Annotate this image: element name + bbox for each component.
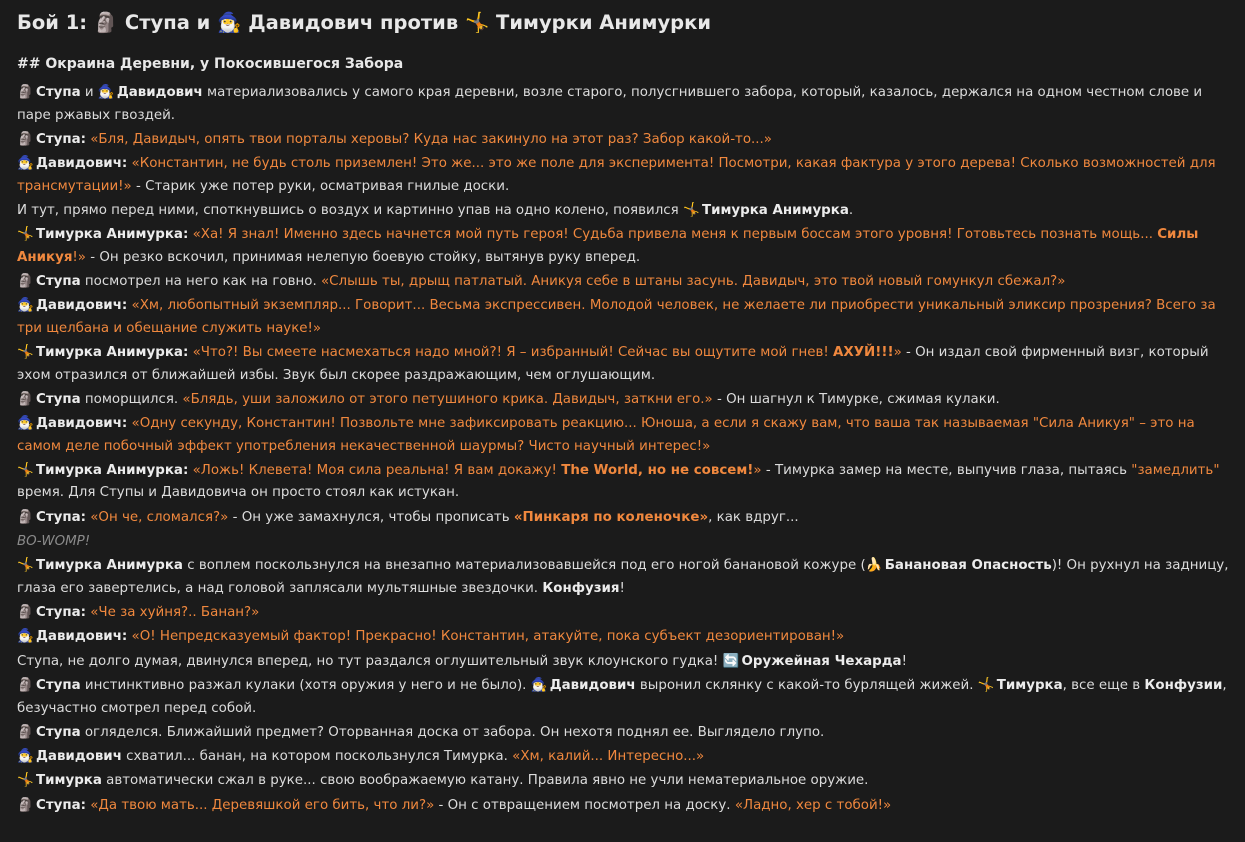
scene-heading: ## Окраина Деревни, у Покосившегося Забора <box>17 56 404 72</box>
name-text: Давидович: <box>36 156 128 172</box>
name-text: Тимурка Анимурка: <box>36 227 189 243</box>
story-paragraph <box>17 224 1231 269</box>
cartwheel-icon: 🤸 <box>17 462 34 478</box>
name-text: Давидович <box>36 749 122 765</box>
narration-text: И тут, прямо перед ними, споткнувшись о воздух и картинно упав на одно колено, появился <box>17 202 683 218</box>
name-text: Тимурка Анимурка: <box>36 462 189 478</box>
narration-text: ! <box>619 580 625 596</box>
story-paragraph <box>17 531 1231 554</box>
mage-icon: 🧙‍♂️ <box>97 85 115 100</box>
quote-text: «Ложь! Клевета! Моя сила реальна! Я вам докажу! <box>192 462 562 478</box>
narration-text: материализовались у самого края деревни, возле старого, полусгнившего забора, который, казалось, держался на одном честном слове и паре ржавых гвоздей. <box>17 85 1203 123</box>
moai-icon: 🗿 <box>17 797 34 813</box>
narration-text: - Тимурка замер на месте, выпучив глаза, пытаясь <box>761 462 1132 478</box>
quote-text: «Блядь, уши заложило от этого петушиного крика. Давидыч, заткни его.» <box>182 391 713 407</box>
narration-text: Ступа, не долго думая, двинулся вперед, но тут раздался оглушительный звук клоунского гудка! <box>17 653 723 669</box>
story-paragraph <box>17 770 1231 793</box>
story-paragraph <box>17 746 1231 769</box>
quote-text: "замедлить" <box>1131 462 1220 478</box>
quote-text: «О! Непредсказуемый фактор! Прекрасно! Константин, атакуйте, пока субъект дезориентирован!» <box>131 629 845 645</box>
quote-text: «Слышь ты, дрыщ патлатый. Аникуя себе в штаны засунь. Давидыч, это твой новый гомункул сбежал?» <box>320 273 1066 289</box>
narration-text: , безучастно смотрел перед собой. <box>17 678 1227 716</box>
moai-icon: 🗿 <box>17 509 34 525</box>
quote-text: «Одну секунду, Константин! Позвольте мне зафиксировать реакцию... Юноша, а если я скажу вам, что ваша так называемая "Сила Аникуя" – это на самом деле побочный эффект употребления некачественной шаурмы? Чисто научный интерес!» <box>17 416 1195 454</box>
quote-text: «Хм, калий... Интересно...» <box>512 749 705 765</box>
cartwheel-icon: 🤸 <box>682 202 700 218</box>
narration-text: )! Он рухнул на задницу, глаза его завертелись, а над головой заплясали мультяшные звездочки. <box>17 558 1229 596</box>
name-text: Ступа <box>36 273 81 289</box>
story-paragraph <box>17 675 1231 720</box>
quote-text: Силы Аникуя <box>17 227 1199 265</box>
story-paragraph <box>17 413 1231 458</box>
name-text: Давидович <box>549 678 636 694</box>
name-text: Давидович: <box>36 416 128 432</box>
narration-text: ! <box>901 653 907 669</box>
narration-text: - Он резко вскочил, принимая нелепую боевую стойку, вытянув руку вперед. <box>85 249 641 265</box>
name-text: Тимурка Анимурка: <box>36 345 189 361</box>
narration-text: - Он шагнул к Тимурке, сжимая кулаки. <box>712 391 1000 407</box>
story-paragraph <box>17 555 1231 600</box>
moai-icon: 🗿 <box>17 85 34 100</box>
story-paragraph <box>17 82 1231 127</box>
story-paragraph <box>17 129 1231 152</box>
name-text: Ступа: <box>36 131 86 147</box>
name-text: Давидович: <box>36 298 128 314</box>
story-paragraph <box>17 295 1231 340</box>
name-text: Давидович: <box>36 629 128 645</box>
story-paragraph <box>17 389 1231 412</box>
narration-text: и <box>80 85 98 100</box>
mage-icon: 🧙‍♂️ <box>17 298 34 314</box>
moai-icon: 🗿 <box>17 131 34 147</box>
narration-text: инстинктивно разжал кулаки (хотя оружия у него и не было). <box>80 678 531 694</box>
story-paragraph <box>17 153 1231 198</box>
quote-text: «Пинкаря по коленочке» <box>513 509 709 525</box>
name-text: Ступа: <box>36 605 86 621</box>
name-text: Конфузии <box>1144 678 1223 694</box>
moai-icon: 🗿 <box>17 724 34 740</box>
narration-text: схватил... банан, на котором поскользнулся Тимурка. <box>121 749 513 765</box>
banana-icon: 🍌 <box>865 558 883 574</box>
story-paragraph <box>17 342 1231 387</box>
swap-icon: 🔄 <box>722 653 740 669</box>
cartwheel-icon: 🤸 <box>17 345 34 361</box>
name-text: Тимурка <box>36 773 102 789</box>
quote-text: «Он че, сломался?» <box>90 509 229 525</box>
narration-text: - Он уже замахнулся, чтобы прописать <box>228 509 514 525</box>
name-text: Ступа <box>36 85 81 100</box>
quote-text: » <box>753 462 762 478</box>
cartwheel-icon: 🤸 <box>17 558 34 574</box>
quote-text: » <box>893 345 902 361</box>
moai-icon: 🗿 <box>17 391 34 407</box>
name-text: Ступа <box>36 391 81 407</box>
name-text: Банановая Опасность <box>884 558 1052 574</box>
quote-text: «Что?! Вы смеете насмехаться надо мной?! Я – избранный! Сейчас вы ощутите мой гнев! <box>192 345 834 361</box>
story-paragraph <box>17 460 1231 505</box>
name-text: Оружейная Чехарда <box>741 653 902 669</box>
story-paragraph <box>17 200 1231 223</box>
moai-icon: 🗿 <box>17 678 34 694</box>
page-title: Бой 1: 🗿 Ступа и 🧙‍♂️ Давидович против 🤸 Тимурки Анимурки <box>17 11 712 34</box>
narration-text: , все еще в <box>1062 678 1145 694</box>
story-paragraph <box>17 271 1231 294</box>
name-text: Ступа <box>36 724 81 740</box>
story-paragraph <box>17 722 1231 745</box>
narration-text: , как вдруг... <box>708 509 799 525</box>
name-text: Ступа: <box>36 797 86 813</box>
narration-text: время. Для Ступы и Давидовича он просто стоял как истукан. <box>17 485 460 501</box>
cartwheel-icon: 🤸 <box>17 227 34 243</box>
moai-icon: 🗿 <box>17 605 34 621</box>
story-paragraph <box>17 651 1231 674</box>
quote-text: АХУЙ!!! <box>833 345 894 361</box>
quote-text: «Да твою мать... Деревяшкой его бить, что ли?» <box>90 797 435 813</box>
story-body <box>17 82 1231 817</box>
story-paragraph <box>17 626 1231 649</box>
mage-icon: 🧙‍♂️ <box>17 156 34 172</box>
moai-icon: 🗿 <box>17 273 34 289</box>
mage-icon: 🧙‍♂️ <box>17 629 34 645</box>
narration-text: поморщился. <box>80 391 183 407</box>
narration-text: огляделся. Ближайший предмет? Оторванная доска от забора. Он нехотя поднял ее. Выглядело глупо. <box>80 724 825 740</box>
quote-text: «Бля, Давидыч, опять твои порталы херовы? Куда нас закинуло на этот раз? Забор какой-то...» <box>90 131 772 147</box>
cartwheel-icon: 🤸 <box>977 678 995 694</box>
narration-text: . <box>848 202 854 218</box>
cartwheel-icon: 🤸 <box>17 773 34 789</box>
name-text: Тимурка Анимурка <box>701 202 849 218</box>
narration-text: выронил склянку с какой-то бурлящей жижей. <box>635 678 978 694</box>
quote-text: «Ладно, хер с тобой!» <box>734 797 892 813</box>
name-text: Тимурка Анимурка <box>36 558 183 574</box>
quote-text: «Че за хуйня?.. Банан?» <box>90 605 260 621</box>
narration-text: автоматически сжал в руке... свою воображаемую катану. Правила явно не учли нематериальное оружие. <box>101 773 869 789</box>
sound-effect: BO-WOMP! <box>17 534 91 550</box>
story-paragraph <box>17 795 1231 818</box>
story-paragraph <box>17 602 1231 625</box>
mage-icon: 🧙‍♂️ <box>17 416 34 432</box>
quote-text: «Хм, любопытный экземпляр... Говорит... Весьма экспрессивен. Молодой человек, не желаете ли приобрести уникальный эликсир прозрения? Всего за три щелбана и обещание служить науке!» <box>17 298 1216 336</box>
name-text: Давидович <box>116 85 203 100</box>
name-text: Ступа <box>36 678 81 694</box>
narration-text: с воплем поскользнулся на внезапно материализовавшейся под его ногой банановой кожуре ( <box>182 558 866 574</box>
quote-text: The World, но не совсем! <box>561 462 754 478</box>
name-text: Конфузия <box>542 580 620 596</box>
mage-icon: 🧙‍♂️ <box>17 749 34 765</box>
mage-icon: 🧙‍♂️ <box>530 678 548 694</box>
story-paragraph <box>17 507 1231 530</box>
name-text: Ступа: <box>36 509 86 525</box>
name-text: Тимурка <box>996 678 1063 694</box>
quote-text: «Константин, не будь столь приземлен! Это же... это же поле для эксперимента! Посмотри, какая фактура у этого дерева! Сколько возможностей для трансмутации!» <box>17 156 1216 194</box>
quote-text: «Ха! Я знал! Именно здесь начнется мой путь героя! Судьба привела меня к первым боссам этого уровня! Готовьтесь познать мощь... <box>192 227 1158 243</box>
narration-text: - Он издал свой фирменный визг, который эхом отразился от ближайшей избы. Звук был скорее раздражающим, чем оглушающим. <box>17 345 1209 383</box>
narration-text: - Старик уже потер руки, осматривая гнилые доски. <box>131 178 510 194</box>
narration-text: посмотрел на него как на говно. <box>80 273 321 289</box>
narration-text: - Он с отвращением посмотрел на доску. <box>434 797 735 813</box>
quote-text: !» <box>72 249 86 265</box>
